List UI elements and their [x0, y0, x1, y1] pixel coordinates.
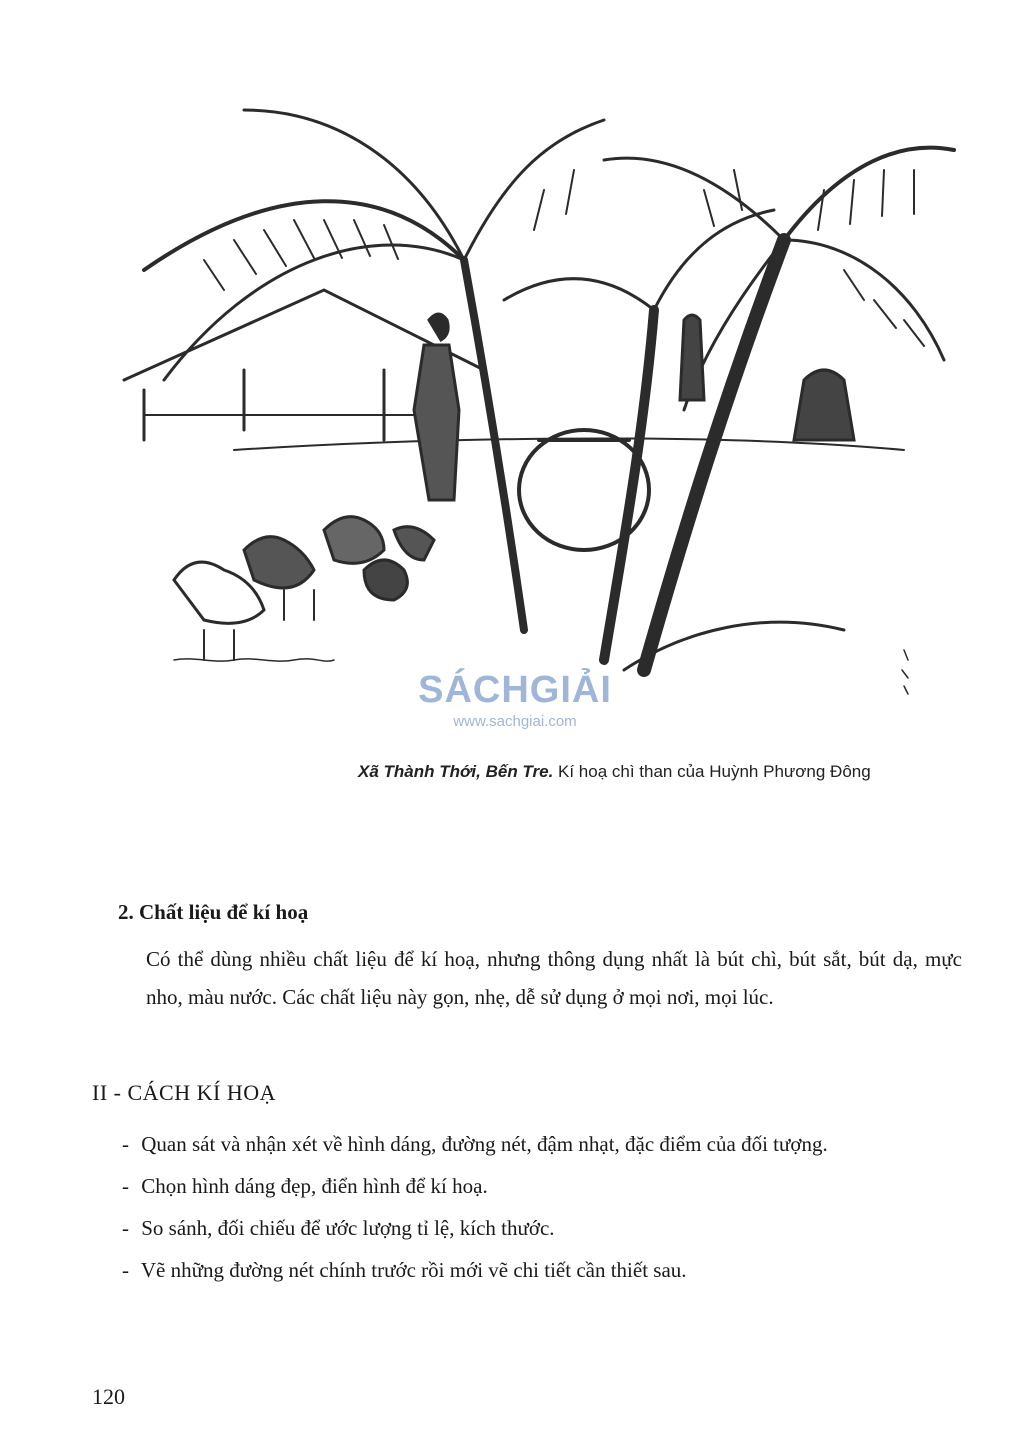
- watermark: [410, 668, 620, 758]
- page-number: 120: [92, 1384, 125, 1409]
- list-item: - Vẽ những đường nét chính trước rồi mới vẽ chi tiết cần thiết sau.: [122, 1258, 687, 1282]
- sketch-drawing: [84, 70, 964, 720]
- list-item: - Chọn hình dáng đẹp, điển hình để kí hoạ.: [122, 1174, 488, 1198]
- charcoal-sketch-illustration: [84, 70, 964, 720]
- list-item: - So sánh, đối chiếu để ước lượng tỉ lệ, kích thước.: [122, 1216, 555, 1240]
- step-text: Chọn hình dáng đẹp, điển hình để kí hoạ.: [141, 1174, 488, 1198]
- steps-list: [122, 1126, 964, 1294]
- part-heading: II - CÁCH KÍ HOẠ: [92, 1080, 276, 1105]
- section-heading: 2. Chất liệu để kí hoạ: [118, 900, 309, 924]
- watermark-url: www.sachgiai.com: [453, 713, 577, 730]
- step-text: So sánh, đối chiếu để ước lượng tỉ lệ, kích thước.: [141, 1216, 555, 1240]
- figure-caption: [358, 762, 968, 782]
- caption-text: Kí hoạ chì than của Huỳnh Phương Đông: [553, 762, 871, 781]
- watermark-logo: SÁCHGIẢI: [418, 669, 612, 711]
- caption-title: Xã Thành Thới, Bến Tre.: [358, 762, 554, 781]
- section-paragraph: Có thể dùng nhiều chất liệu để kí hoạ, nhưng thông dụng nhất là bút chì, bút sắt, bút dạ, mực nho, màu nước. Các chất liệu này gọn, nhẹ, dễ sử dụng ở mọi nơi, mọi lúc.: [146, 947, 962, 1009]
- step-text: Quan sát và nhận xét về hình dáng, đường nét, đậm nhạt, đặc điểm của đối tượng.: [141, 1132, 828, 1156]
- list-item: - Quan sát và nhận xét về hình dáng, đường nét, đậm nhạt, đặc điểm của đối tượng.: [122, 1132, 828, 1156]
- step-text: Vẽ những đường nét chính trước rồi mới vẽ chi tiết cần thiết sau.: [140, 1258, 687, 1282]
